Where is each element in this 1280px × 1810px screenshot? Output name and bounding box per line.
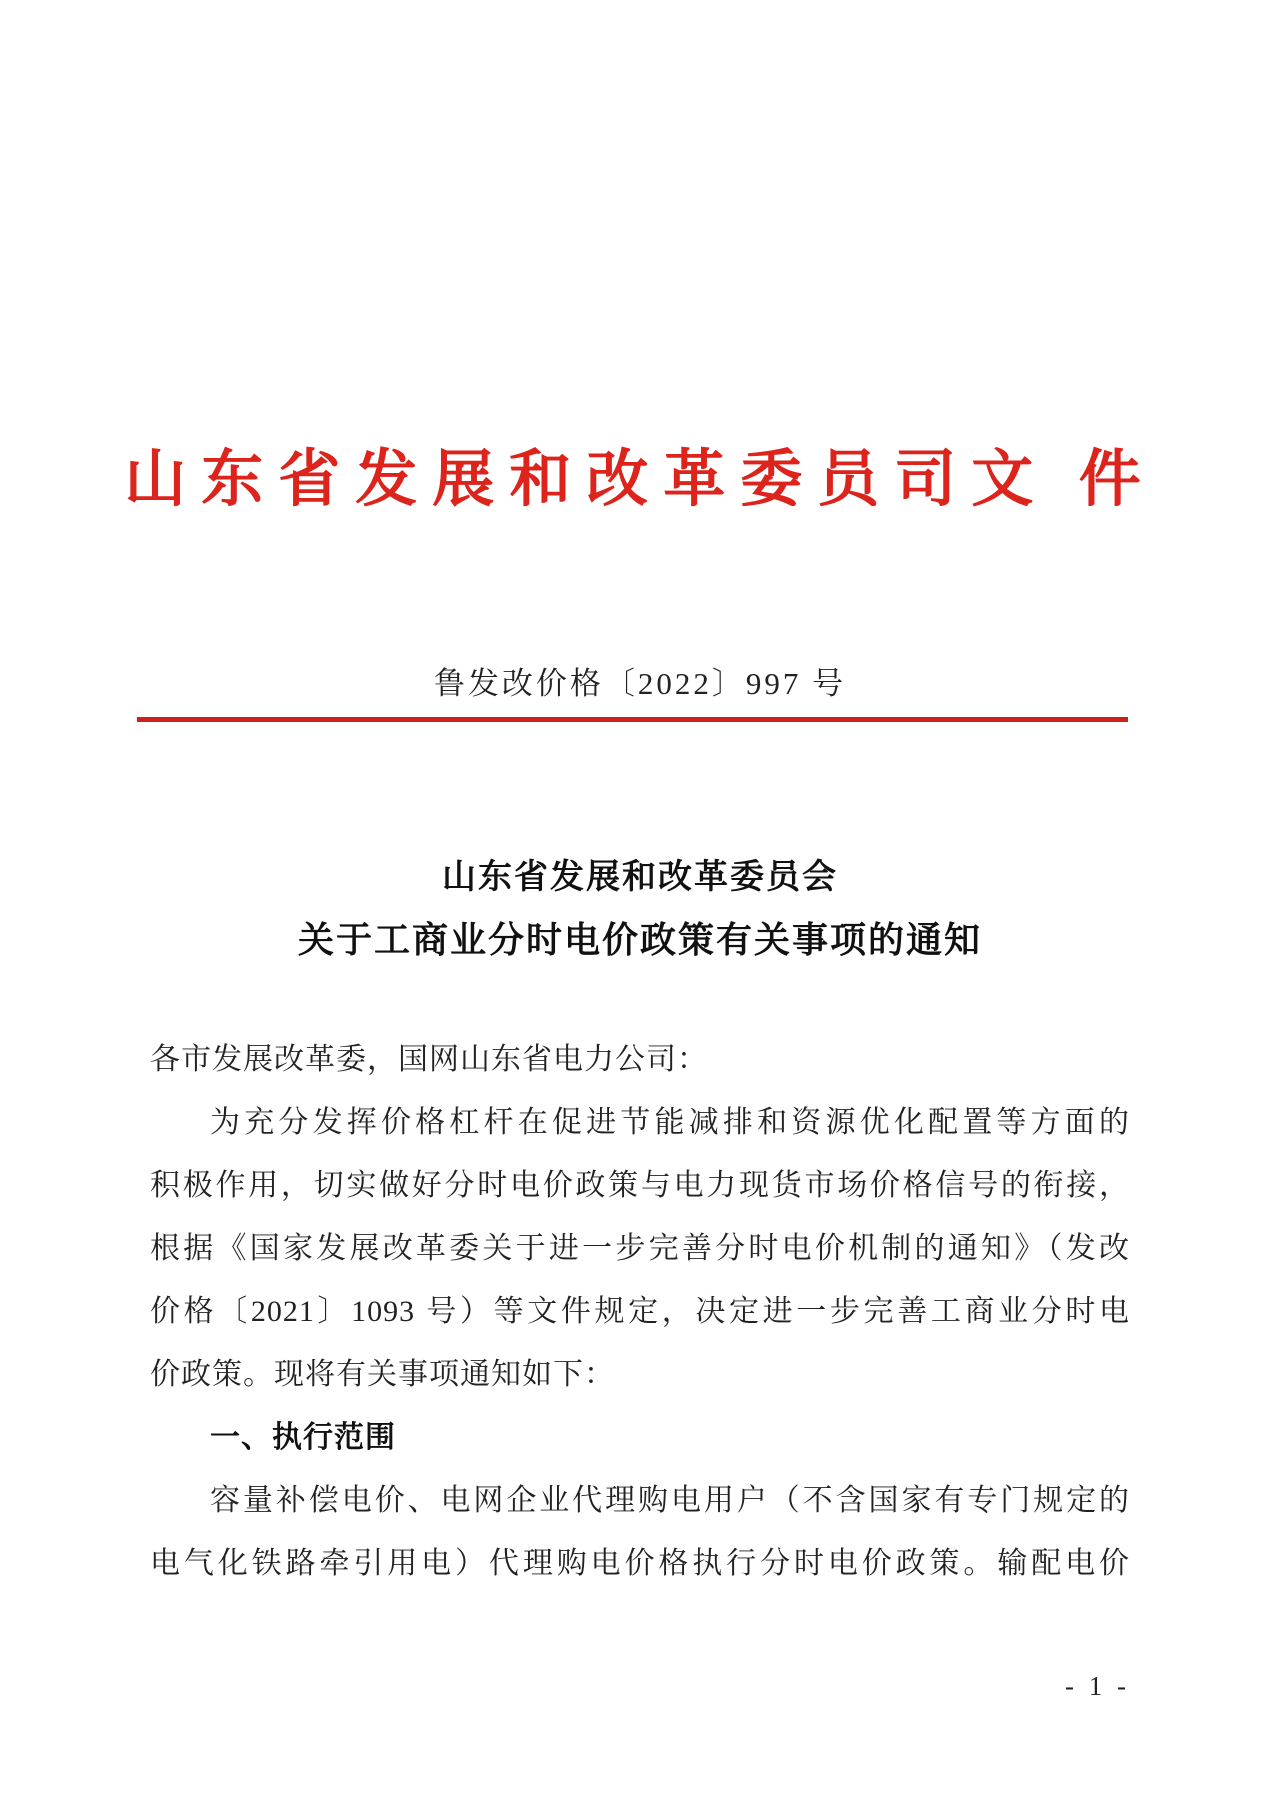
doc-number: 鲁发改价格〔2022〕997 号 [433,666,847,701]
body-line: 价格〔2021〕1093 号）等文件规定，决定进一步完善工商业分时电 [150,1295,1130,1328]
body-line: 价政策。现将有关事项通知如下： [150,1358,615,1391]
body-line-salutation: 各市发展改革委，国网山东省电力公司： [150,1043,708,1076]
body-line: 为充分发挥价格杠杆在促进节能减排和资源优化配置等方面的 [210,1106,1130,1139]
red-divider-rule [137,717,1128,722]
body-line: 积极作用，切实做好分时电价政策与电力现货市场价格信号的衔接， [150,1169,1130,1202]
notice-title-line2: 关于工商业分时电价政策有关事项的通知 [297,920,982,960]
body-line: 电气化铁路牵引用电）代理购电价格执行分时电价政策。输配电价 [150,1547,1130,1580]
body-line: 根据《国家发展改革委关于进一步完善分时电价机制的通知》（发改 [150,1232,1130,1265]
agency-banner: 山东省发展和改革委员司文 件 [124,446,1156,514]
body-line: 容量补偿电价、电网企业代理购电用户（不含国家有专门规定的 [210,1484,1130,1517]
page-number: - 1 - [1065,1671,1130,1701]
notice-title-line1: 山东省发展和改革委员会 [442,859,838,896]
body-text [150,1028,1130,1595]
body-section-heading: 一、执行范围 [210,1421,396,1454]
